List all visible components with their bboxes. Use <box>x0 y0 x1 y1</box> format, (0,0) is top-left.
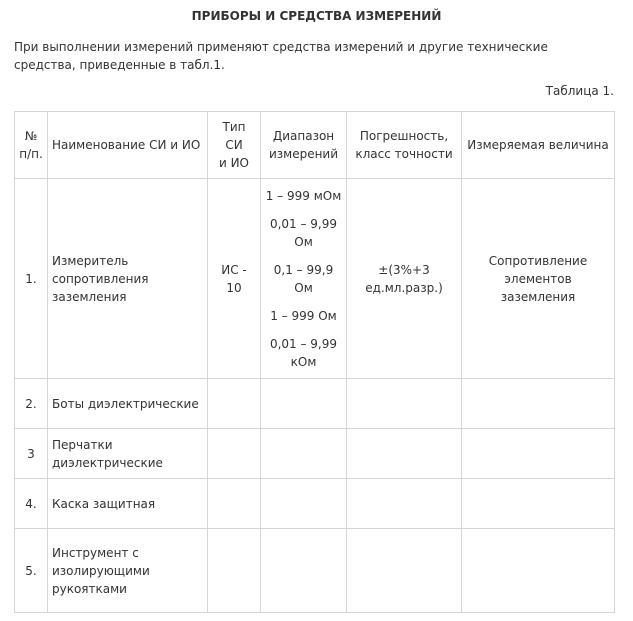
intro-line-2: средства, приведенные в табл.1. <box>14 58 225 72</box>
table-row <box>15 529 615 613</box>
table-caption: Таблица 1. <box>545 84 614 98</box>
header-error-line-1: Погрешность, <box>359 129 449 143</box>
row-number: 1. <box>15 179 48 379</box>
row-measured-line-1: Сопротивление <box>488 253 588 268</box>
row-error <box>347 479 462 529</box>
range-value: 1 – 999 мОм <box>265 188 342 203</box>
row-measured <box>462 379 615 429</box>
header-number-line-1: № <box>24 129 38 143</box>
row-number: 5. <box>15 529 48 613</box>
range-unit: кОм <box>290 354 317 369</box>
range-item <box>265 215 342 251</box>
table-row <box>15 429 615 479</box>
table-row <box>15 379 615 429</box>
row-name <box>48 179 208 379</box>
header-number <box>15 112 48 179</box>
row-type <box>208 379 261 429</box>
range-item <box>265 187 342 205</box>
row-type <box>208 479 261 529</box>
row-measured-line-2: элементов заземления <box>500 271 576 304</box>
row-type <box>208 529 261 613</box>
page-title: ПРИБОРЫ И СРЕДСТВА ИЗМЕРЕНИЙ <box>191 9 442 23</box>
range-value: 0,01 – 9,99 <box>269 336 338 351</box>
range-item <box>265 335 342 371</box>
header-type-line-1: Тип СИ <box>222 120 246 152</box>
instruments-table <box>14 111 615 613</box>
row-error <box>347 429 462 479</box>
row-name-line-1: Измеритель <box>52 253 129 268</box>
row-error <box>347 179 462 379</box>
row-measured <box>462 429 615 479</box>
intro-line-1: При выполнении измерений применяют средства измерений и другие технические <box>14 40 548 54</box>
header-measured <box>462 112 615 179</box>
row-name-line-2: изолирующими <box>52 563 150 578</box>
header-error <box>347 112 462 179</box>
row-ranges <box>261 179 347 379</box>
row-measured <box>462 179 615 379</box>
row-error-line-1: ±(3%+3 <box>378 262 430 277</box>
row-type <box>208 429 261 479</box>
header-name <box>48 112 208 179</box>
row-error <box>347 379 462 429</box>
row-name-line-1: Инструмент с <box>52 545 139 560</box>
row-ranges <box>261 429 347 479</box>
row-name <box>48 529 208 613</box>
row-ranges <box>261 479 347 529</box>
row-name-line-3: рукоятками <box>52 581 127 596</box>
row-error-line-2: ед.мл.разр.) <box>365 280 443 295</box>
intro-paragraph <box>14 38 614 74</box>
header-type <box>208 112 261 179</box>
range-value: 0,1 – 99,9 Ом <box>273 262 334 295</box>
header-name-text: Наименование СИ и ИО <box>52 138 201 152</box>
table-row <box>15 179 615 379</box>
table-row <box>15 479 615 529</box>
header-range-line-1: Диапазон <box>272 129 335 143</box>
row-measured <box>462 529 615 613</box>
row-measured <box>462 479 615 529</box>
header-type-line-2: и ИО <box>218 156 250 170</box>
header-range <box>261 112 347 179</box>
row-number: 2. <box>15 379 48 429</box>
range-item <box>265 307 342 325</box>
table-header-row <box>15 112 615 179</box>
row-name: Боты диэлектрические <box>48 379 208 429</box>
row-name-line-2: сопротивления заземления <box>52 271 149 304</box>
row-type: ИС - 10 <box>208 179 261 379</box>
row-ranges <box>261 529 347 613</box>
range-unit: Ом <box>294 234 313 249</box>
header-number-line-2: п/п. <box>19 147 43 161</box>
row-name: Каска защитная <box>48 479 208 529</box>
row-number: 3 <box>15 429 48 479</box>
header-measured-text: Измеряемая величина <box>467 138 609 152</box>
row-number: 4. <box>15 479 48 529</box>
row-name: Перчатки диэлектрические <box>48 429 208 479</box>
range-value: 0,01 – 9,99 <box>269 216 338 231</box>
header-error-line-2: класс точности <box>355 147 453 161</box>
row-ranges <box>261 379 347 429</box>
range-item <box>265 261 342 297</box>
row-error <box>347 529 462 613</box>
range-value: 1 – 999 Ом <box>270 308 337 323</box>
header-range-line-2: измерений <box>268 147 339 161</box>
